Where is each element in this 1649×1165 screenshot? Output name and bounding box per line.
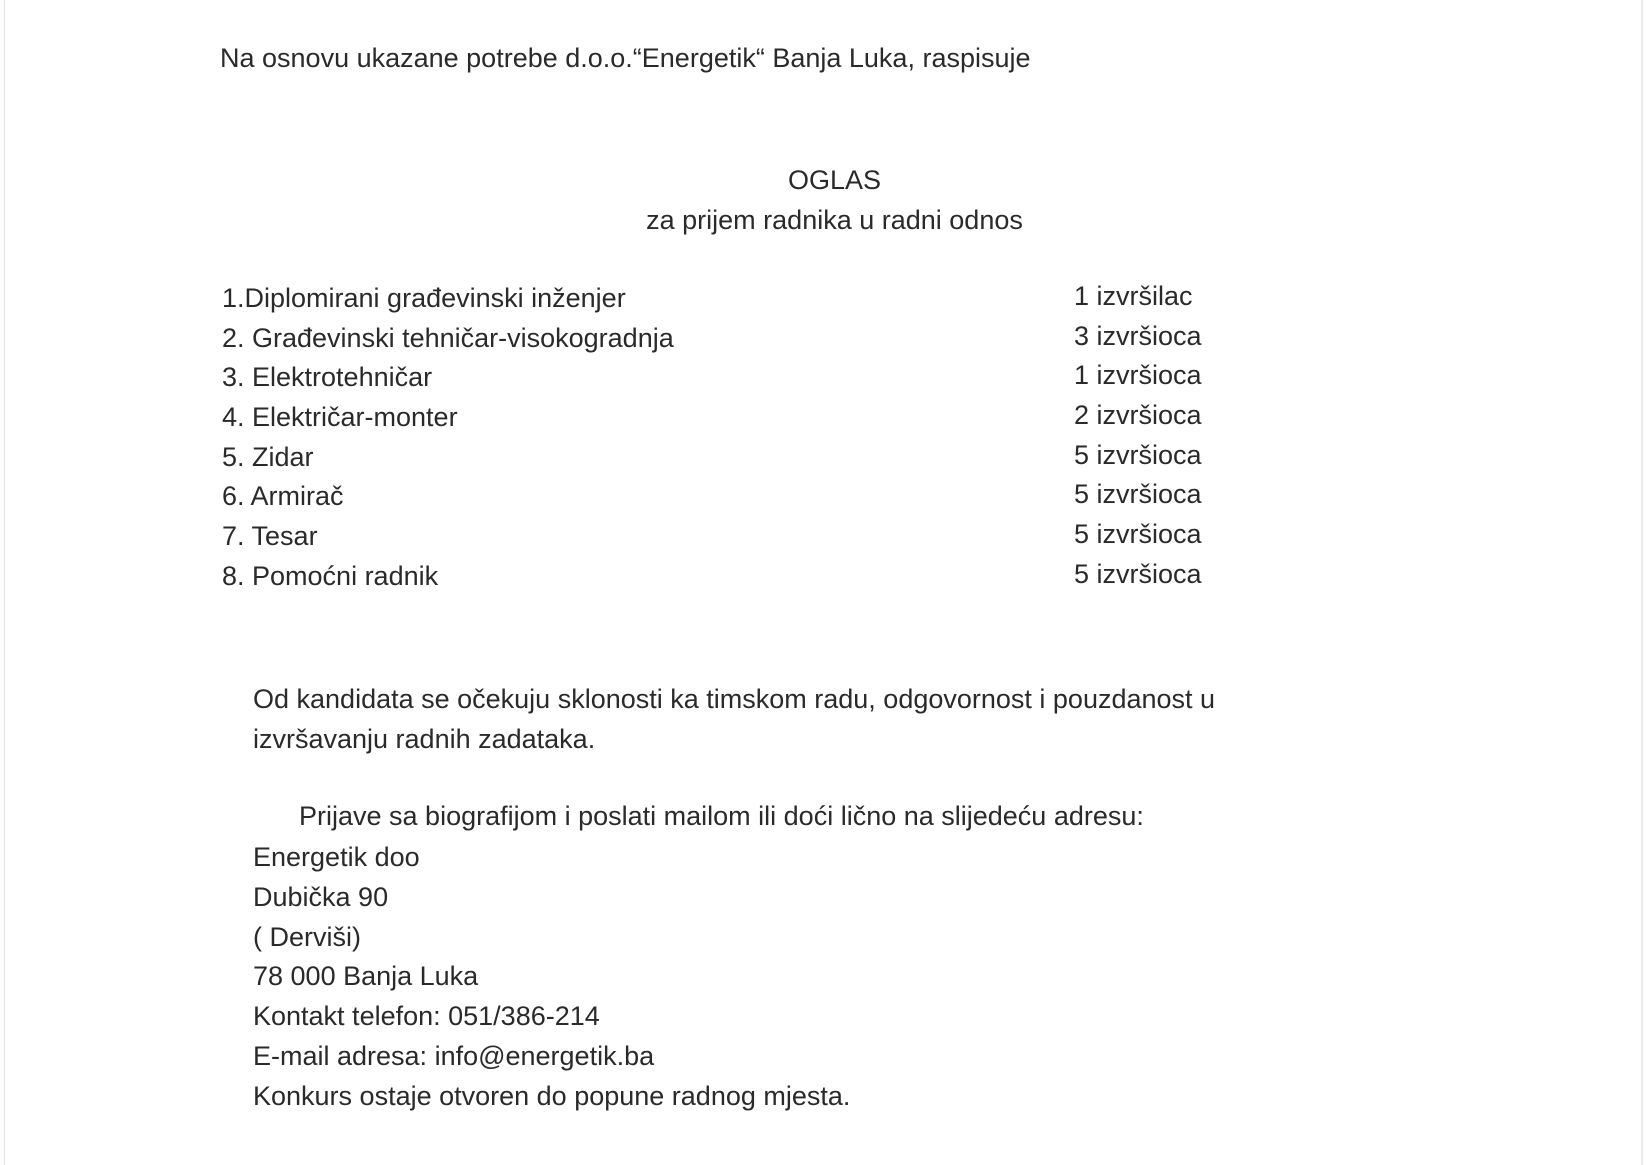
- contact-phone: Kontakt telefon: 051/386-214: [253, 1001, 600, 1032]
- job-count: 3 izvršioca: [1074, 320, 1202, 351]
- job-title: 4. Električar-monter: [222, 402, 458, 433]
- scan-edge-left: [4, 0, 5, 1165]
- job-count: 1 izvršilac: [1074, 281, 1193, 311]
- job-title: 7. Tesar: [222, 521, 318, 552]
- job-count: 5 izvršioca: [1074, 439, 1202, 470]
- job-title: 6. Armirač: [222, 481, 344, 512]
- intro-text: Na osnovu ukazane potrebe d.o.o.“Energetik“ Banja Luka, raspisuje: [220, 43, 1031, 73]
- document-title: OGLAS: [787, 165, 882, 195]
- job-row: [222, 441, 1222, 481]
- requirements-line-2: izvršavanju radnih zadataka.: [253, 724, 596, 754]
- district: ( Derviši): [253, 921, 361, 952]
- job-count: 5 izvršioca: [1074, 479, 1202, 510]
- job-count: 2 izvršioca: [1074, 400, 1202, 431]
- job-row: [222, 322, 1222, 362]
- job-row: [222, 520, 1222, 560]
- applications-instructions: Prijave sa biografijom i poslati mailom ili doći lično na slijedeću adresu:: [299, 801, 1144, 831]
- job-count: 5 izvršioca: [1074, 558, 1202, 589]
- street-address: Dubička 90: [253, 881, 389, 912]
- contact-email: E-mail adresa: info@energetik.ba: [253, 1040, 655, 1071]
- job-list: [222, 282, 1222, 600]
- requirements-line-1: Od kandidata se očekuju sklonosti ka timskom radu, odgovornost i pouzdanost u: [253, 684, 1216, 714]
- job-row: [222, 361, 1222, 401]
- job-title: 5. Zidar: [222, 441, 314, 472]
- job-count: 5 izvršioca: [1074, 519, 1202, 550]
- job-count: 1 izvršioca: [1074, 360, 1202, 391]
- company-name: Energetik doo: [253, 842, 420, 872]
- job-title: 2. Građevinski tehničar-visokogradnja: [222, 322, 674, 353]
- job-row: [222, 560, 1222, 600]
- city: 78 000 Banja Luka: [253, 961, 479, 992]
- requirements-paragraph: [253, 679, 1383, 759]
- job-title: 1.Diplomirani građevinski inženjer: [222, 283, 626, 313]
- job-title: 3. Elektrotehničar: [222, 362, 433, 393]
- job-row: [222, 401, 1222, 441]
- job-row: [222, 282, 1222, 322]
- job-row: [222, 480, 1222, 520]
- closing-note: Konkurs ostaje otvoren do popune radnog mjesta.: [253, 1080, 851, 1111]
- contact-address: [253, 838, 850, 1117]
- document-subtitle: za prijem radnika u radni odnos: [646, 205, 1023, 235]
- job-title: 8. Pomoćni radnik: [222, 560, 439, 591]
